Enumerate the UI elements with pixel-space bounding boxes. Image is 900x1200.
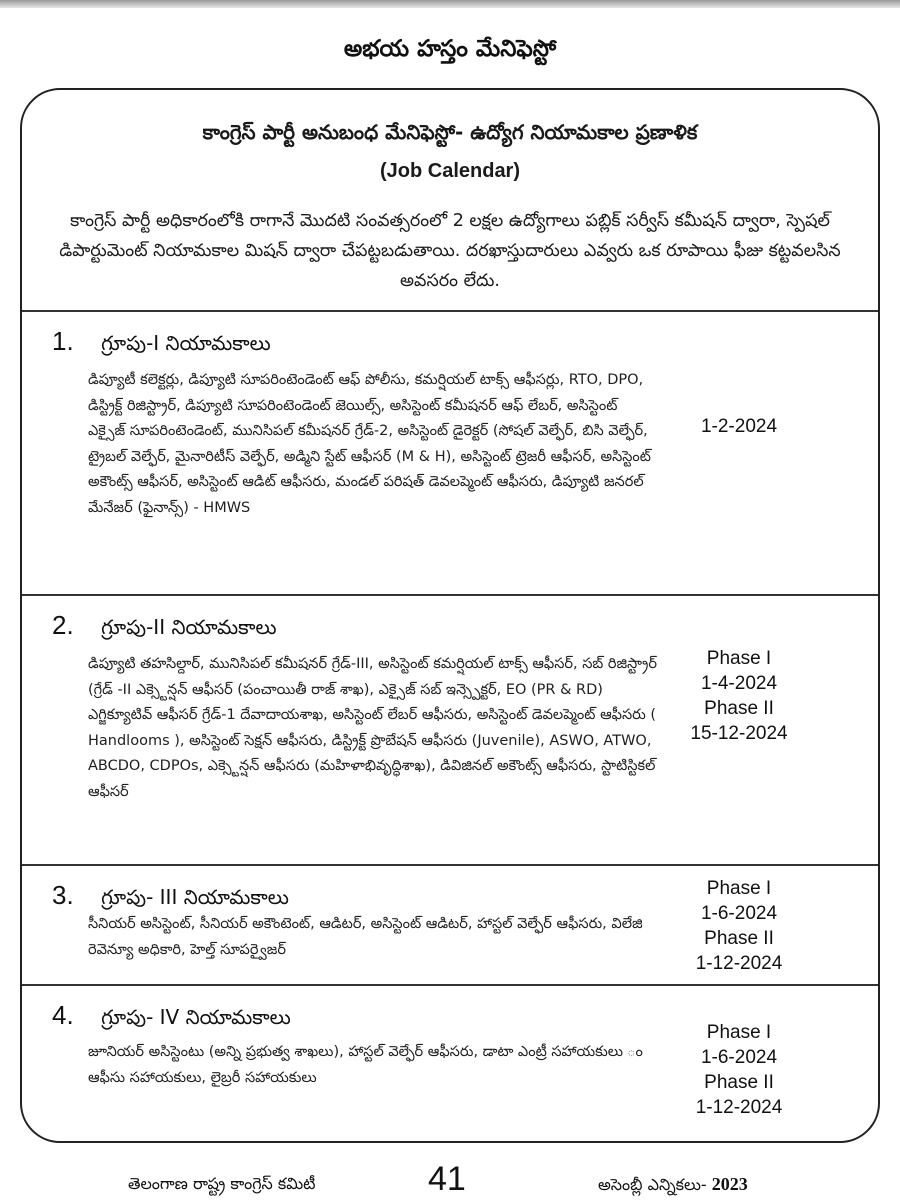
section-posts: డిప్యూటి తహసిల్దార్, మునిసిపల్ కమీషనర్ గ్రేడ్-III, అసిస్టెంట్ కమర్షియల్ టాక్స్ ఆఫీసర్, సబ్ రిజిస్ట్రార్ (గ్రేడ్ -II ఎక్స్టెన్షన్ ఆఫీసర్ (పంచాయితీ రాజ్ శాఖ), ఎక్సైజ్ సబ్ ఇన్స్పెక్టర్, EO (PR & RD) ఎగ్జిక్యూటివ్ ఆఫీసర్ గ్రేడ్-1 దేవాదాయశాఖ, అసిస్టెంట్ లేబర్ ఆఫీసరు, అసిస్టెంట్ డెవలప్మెంట్ ఆఫీసరు ( Handlooms ), అసిస్టెంట్ సెక్షన్ ఆఫీసరు, డిస్ట్రిక్ట్ ప్రొబేషన్ ఆఫీసరు (Juvenile), ASWO, ATWO, ABCDO, CDPOs, ఎక్స్టెన్షన్ ఆఫీసరు (మహిళాభివృద్ధిశాఖ), డివిజినల్ అకౌంట్స్ ఆఫీసరు, స్టాటిస్టికల్ ఆఫీసర్	[88, 656, 657, 800]
intro-body: కాంగ్రెస్ పార్టీ అధికారంలోకి రాగానే మొదటి సంవత్సరంలో 2 లక్షల ఉద్యోగాలు పబ్లిక్ సర్వీస్ కమీషన్ ద్వారా, స్పెషల్ డిపార్టుమెంట్ నియామకాల మిషన్ ద్వారా చేపట్టబడుతాయి. దరఖాస్తుదారులు ఎవ్వరు ఒక రూపాయి ఫీజు కట్టవలసిన అవసరం లేదు.	[59, 211, 841, 291]
section-title: గ్రూపు- IV నియామకాలు	[101, 1005, 291, 1029]
section-title: గ్రూపు- III నియామకాలు	[101, 885, 289, 909]
date-line: 15-12-2024	[690, 723, 788, 744]
date-line: 1-6-2024	[700, 1047, 778, 1068]
section-title: గ్రూపు-II నియామకాలు	[101, 615, 277, 639]
section-heading	[52, 610, 277, 644]
date-line: 1-12-2024	[695, 953, 783, 974]
section-posts: సీనియర్ అసిస్టెంట్, సీనియర్ అకౌంటెంట్, ఆడిటర్, అసిస్టెంట్ ఆడిటర్, హాస్టల్ వెల్ఫేర్ ఆఫీసరు, విలేజి రెవెన్యూ అధికారి, హెల్త్ సూపర్వైజర్	[88, 916, 643, 958]
section-number: 4.	[52, 1000, 74, 1030]
footer-committee-name: తెలంగాణ రాష్ట్ర కాంగ్రెస్ కమిటీ	[128, 1174, 316, 1193]
intro-subtitle: (Job Calendar)	[379, 160, 521, 182]
manifesto-frame	[20, 88, 880, 1143]
footer-election-text: అసెంబ్లీ ఎన్నికలు-	[598, 1175, 707, 1194]
date-line: Phase I	[706, 648, 772, 669]
section-heading	[52, 880, 289, 914]
page-title: అభయ హస్తం మేనిఫెస్టో	[343, 36, 557, 62]
date-line: 1-2-2024	[700, 416, 778, 437]
date-line: 1-4-2024	[700, 673, 778, 694]
section-heading	[52, 326, 271, 360]
date-line: 1-6-2024	[700, 903, 778, 924]
page-footer	[0, 1158, 900, 1200]
footer-election-year: 2023	[711, 1174, 748, 1194]
section-group-4	[22, 986, 878, 1141]
date-line: Phase II	[704, 698, 774, 719]
date-line: Phase I	[706, 1022, 772, 1043]
section-posts: డిప్యూటీ కలెక్టర్లు, డిప్యూటి సూపరింటెండెంట్ ఆఫ్ పోలీసు, కమర్షియల్ టాక్స్ ఆఫీసర్లు, RTO, DPO, డిస్ట్రిక్ట్ రిజిస్ట్రార్, డిప్యూటి సూపరింటెండెంట్ జెయిల్స్, అసిస్టెంట్ కమీషనర్ ఆఫ్ లేబర్, అసిస్టెంట్ ఎక్సైజ్ సూపరింటెండెంట్, మునిసిపల్ కమీషనర్ గ్రేడ్-2, అసిస్టెంట్ డైరెక్టర్ (సోషల్ వెల్ఫేర్, బిసి వెల్ఫేర్, ట్రైబల్ వెల్ఫేర్, మైనారిటీస్ వెల్ఫేర్, అడ్మిని స్టేట్ ఆఫీసర్ (M & H), అసిస్టెంట్ ట్రెజరీ ఆఫీసర్, అసిస్టెంట్ అకౌంట్స్ ఆఫీసర్, అసిస్టెంట్ ఆడిట్ ఆఫీసరు, మండల్ పరిషత్ డెవలప్మెంట్ ఆఫీసరు, డిప్యూటి జనరల్ మేనేజర్ (ఫైనాన్స్) - HMWS	[88, 372, 651, 516]
section-dates	[644, 646, 834, 746]
footer-election-label	[598, 1174, 748, 1198]
section-number: 1.	[52, 326, 74, 356]
section-group-3	[22, 866, 878, 986]
section-heading	[52, 1000, 291, 1034]
top-edge-strip	[0, 0, 900, 8]
section-number: 3.	[52, 880, 74, 910]
intro-title: కాంగ్రెస్ పార్టీ అనుబంధ మేనిఫెస్టో- ఉద్యోగ నియామకాల ప్రణాళిక	[202, 120, 698, 144]
section-group-1	[22, 312, 878, 596]
section-dates	[644, 1020, 834, 1120]
section-number: 2.	[52, 610, 74, 640]
intro-section	[22, 90, 878, 312]
section-dates	[644, 414, 834, 439]
date-line: Phase II	[704, 928, 774, 949]
section-dates	[644, 876, 834, 976]
date-line: Phase II	[704, 1072, 774, 1093]
section-posts: జూనియర్ అసిస్టెంటు (అన్ని ప్రభుత్వ శాఖలు), హాస్టల్ వెల్ఫేర్ ఆఫీసరు, డాటా ఎంట్రీ సహాయకులు ం ఆఫీసు సహాయకులు, లైబ్రరీ సహాయకులు	[88, 1044, 643, 1086]
page-number: 41	[428, 1160, 466, 1198]
date-line: 1-12-2024	[695, 1097, 783, 1118]
date-line: Phase I	[706, 878, 772, 899]
section-title: గ్రూపు-I నియామకాలు	[101, 331, 271, 355]
section-group-2	[22, 596, 878, 866]
